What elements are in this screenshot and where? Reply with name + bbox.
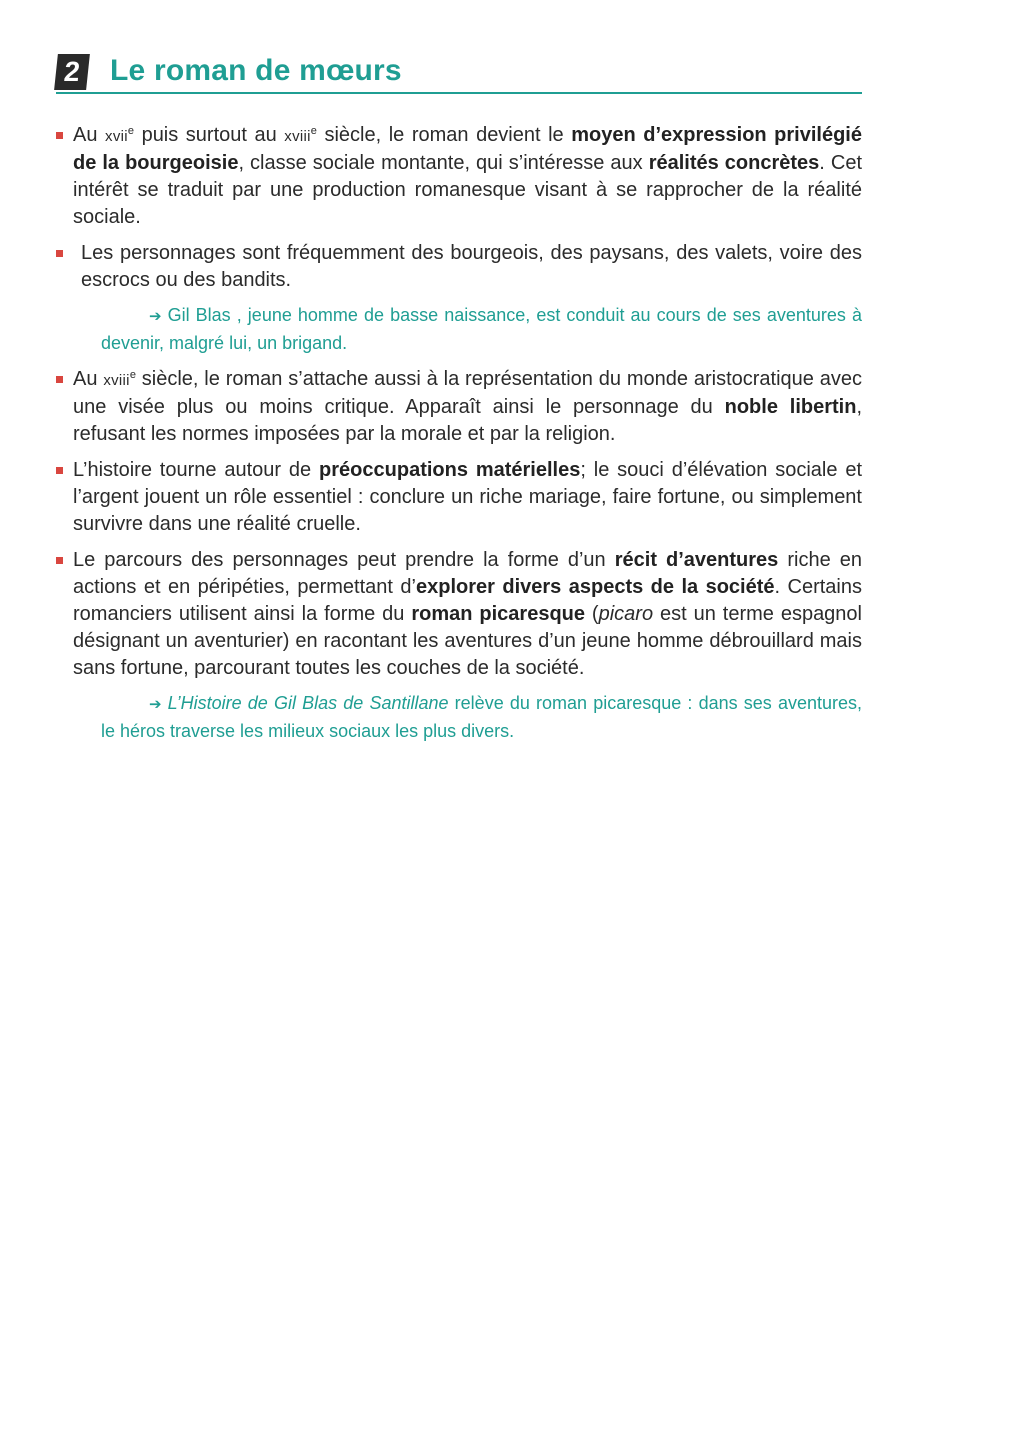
example-gil-blas-brigand	[56, 302, 862, 357]
section-header	[56, 50, 862, 94]
keyword: moyen d’expression privilégié de la bourgeoisie	[73, 124, 862, 174]
text: (	[585, 603, 599, 625]
text: L’histoire tourne autour de	[73, 459, 320, 481]
section-number: 2	[54, 54, 90, 90]
century-sup: e	[129, 369, 136, 381]
text: , classe sociale montante, qui s’intéresse aux	[238, 152, 649, 174]
bullet-icon	[56, 376, 63, 383]
paragraph-bourgeoisie	[56, 122, 862, 231]
text: . Cet intérêt se traduit par une production romanesque visant à se rapprocher de la réalité sociale.	[73, 152, 862, 228]
paragraph-personnages	[56, 240, 862, 294]
bullet-icon	[56, 467, 63, 474]
arrow-right-icon: ➔	[149, 696, 162, 713]
text: siècle, le roman devient le	[316, 124, 572, 146]
example-gil-blas-picaresque	[56, 690, 862, 745]
keyword: explorer divers aspects de la société	[415, 576, 775, 598]
text: , refusant les normes imposées par la morale et par la religion.	[73, 396, 863, 445]
arrow-right-icon: ➔	[149, 308, 162, 325]
paragraph-aristocratie	[56, 366, 862, 448]
section-title: Le roman de mœurs	[110, 54, 402, 87]
century-label: xvii	[105, 128, 128, 145]
text: Les personnages sont fréquemment des bourgeois, des paysans, des valets, voire des escrocs ou des bandits.	[81, 242, 862, 291]
text: Au	[73, 368, 104, 390]
paragraph-parcours	[56, 547, 862, 682]
keyword: roman picaresque	[411, 603, 585, 625]
keyword: préoccupations matérielles	[319, 459, 581, 481]
text: puis surtout au	[134, 124, 285, 146]
text: est un terme espagnol désignant un aventurier) en racontant les aventures d’un jeune homme débrouillard mais sans fortune, parcourant toutes les couches de la société.	[73, 603, 862, 679]
text: riche en actions et en péripéties, permettant d’	[73, 549, 862, 598]
text: Au	[73, 124, 106, 146]
emphasis: picaro	[598, 603, 654, 625]
book-title: L’Histoire de Gil Blas de Santillane	[167, 693, 449, 713]
century-sup: e	[310, 125, 317, 137]
bullet-icon	[56, 250, 63, 257]
century-sup: e	[127, 125, 135, 137]
paragraph-preoccupations	[56, 457, 862, 538]
example-text: Gil Blas , jeune homme de basse naissance, est conduit au cours de ses aventures à devenir, malgré lui, un brigand.	[101, 305, 862, 353]
text: siècle, le roman s’attache aussi à la représentation du monde aristocratique avec une visée plus ou moins critique. Apparaît ainsi le personnage du	[73, 368, 862, 418]
keyword: récit d’aventures	[614, 549, 779, 571]
century-label: xviii	[103, 372, 130, 389]
century-label: xviii	[284, 128, 311, 145]
bullet-icon	[56, 132, 63, 139]
bullet-icon	[56, 557, 63, 564]
example-text: relève du roman picaresque : dans ses aventures, le héros traverse les milieux sociaux les plus divers.	[101, 693, 862, 741]
keyword: réalités concrètes	[648, 152, 820, 174]
text: Le parcours des personnages peut prendre la forme d’un	[73, 549, 615, 571]
page	[56, 50, 862, 754]
text: ; le souci d’élévation sociale et l’argent jouent un rôle essentiel : conclure un riche mariage, faire fortune, ou simplement survivre dans une réalité cruelle.	[73, 459, 863, 535]
keyword: noble libertin	[724, 396, 857, 418]
text: . Certains romanciers utilisent ainsi la forme du	[73, 576, 862, 625]
